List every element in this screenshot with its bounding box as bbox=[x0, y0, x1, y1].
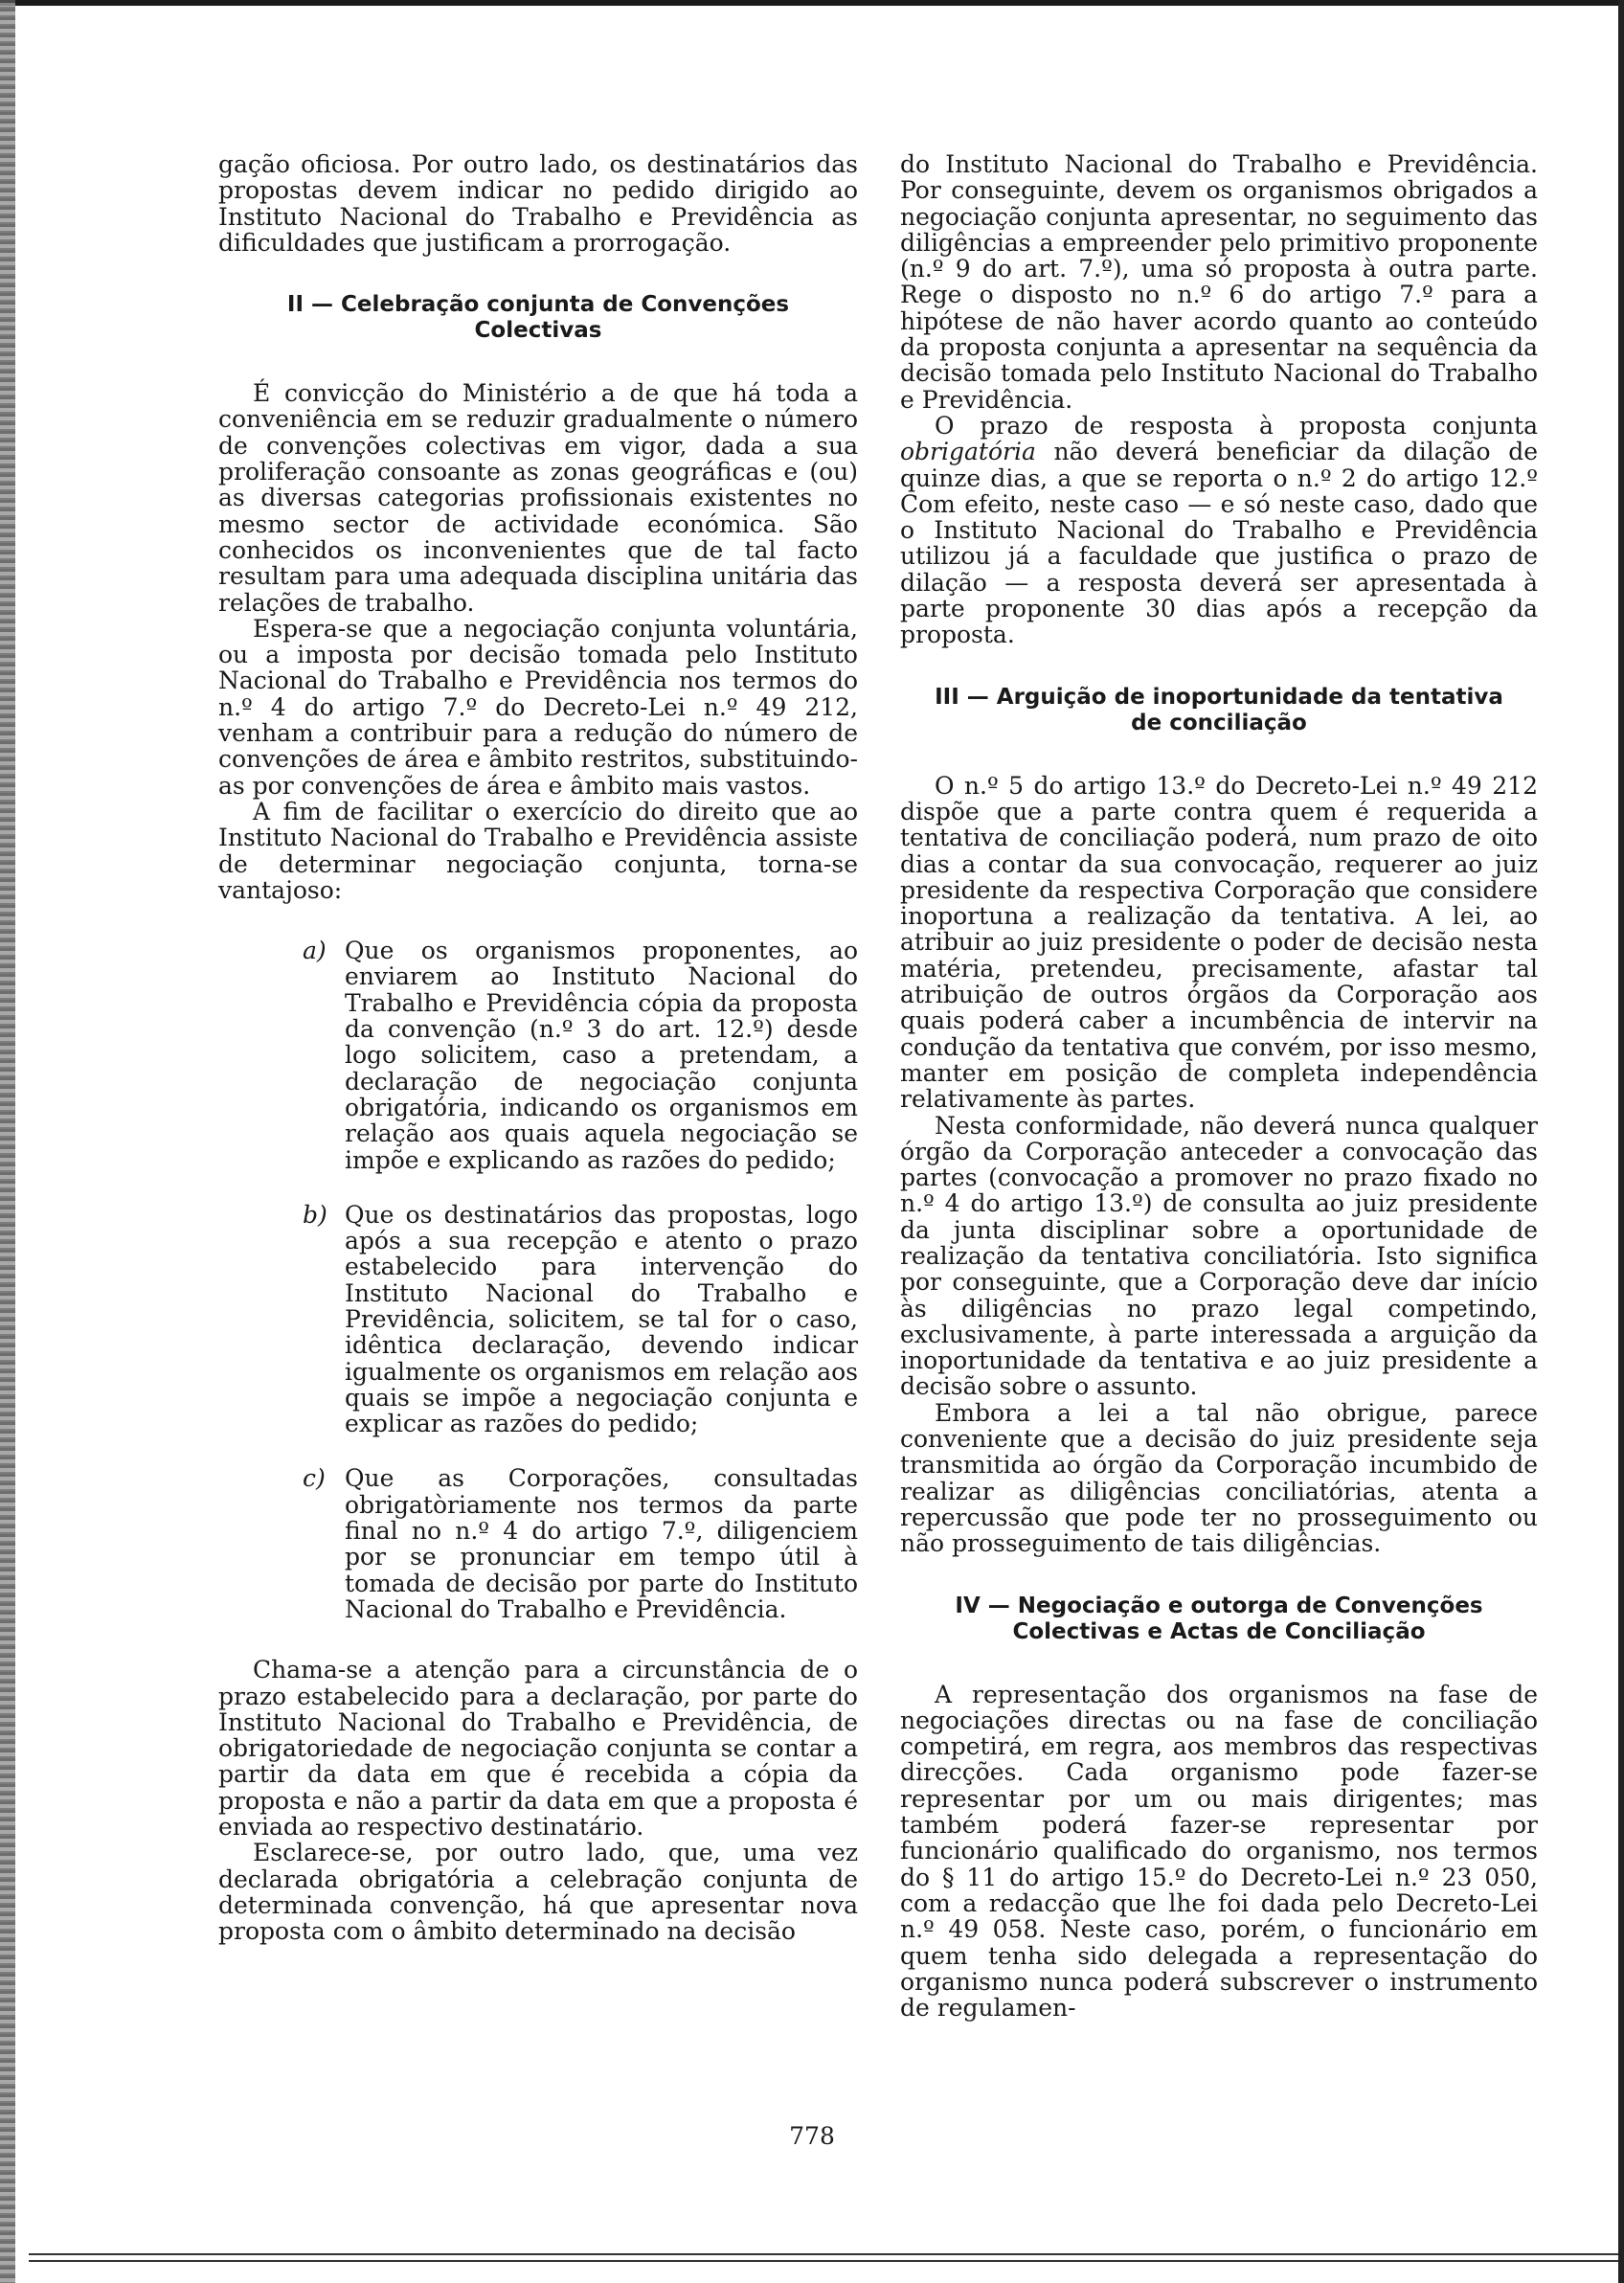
heading-line: III — Arguição de inoportunidade da tentativa bbox=[935, 684, 1503, 710]
paragraph: gação oficiosa. Por outro lado, os destinatários das propostas devem indicar no pedido dirigido ao Instituto Nacional do Trabalho e Previdência as dificuldades que justificam a prorrogação. bbox=[218, 150, 858, 257]
right-column bbox=[900, 151, 1538, 2021]
heading-line: IV — Negociação e outorga de Convenções bbox=[955, 1593, 1483, 1618]
heading-line: II — Celebração conjunta de Convenções bbox=[286, 292, 790, 318]
scan-edge-bottom bbox=[29, 2253, 1618, 2262]
list-marker: c) bbox=[303, 1464, 326, 1493]
paragraph: Esclarece-se, por outro lado, que, uma vez declarada obrigatória a celebração conjunta de determinada convenção, há que apresentar nova proposta com o âmbito determinado na decisão bbox=[218, 1839, 858, 1946]
text-run: não deverá beneficiar da dilação de quinze dias, a que se reporta o n.º 2 do artigo 12.º Com efeito, neste caso — e só neste caso, dado que o Instituto Nacional do Trabalho e Previdência utilizou já a faculdade que justifica o prazo de dilação — a resposta deverá ser apresentada à parte proponente 30 dias após a recepção da proposta. bbox=[900, 438, 1538, 649]
section-heading-iii bbox=[900, 685, 1538, 736]
paragraph: A representação dos organismos na fase de negociações directas ou na fase de conciliação competirá, em regra, aos membros das respectivas direcções. Cada organismo pode fazer-se representar por um ou mais dirigentes; mas também poderá fazer-se representar por funcionário qualificado do organismo, nos termos do § 11 do artigo 15.º do Decreto-Lei n.º 23 050, com a redacção que lhe foi dada pelo Decreto-Lei n.º 49 058. Neste caso, porém, o funcionário em quem tenha sido delegada a representação do organismo nunca poderá subscrever o instrumento de regulamen- bbox=[900, 1680, 1538, 2023]
list-marker: b) bbox=[303, 1200, 327, 1229]
left-column bbox=[218, 151, 858, 1945]
paragraph: Nesta conformidade, não deverá nunca qualquer órgão da Corporação anteceder a convocação das partes (convocação a promover no prazo fixado no n.º 4 do artigo 13.º) de consulta ao juiz presidente da junta disciplinar sobre a oportunidade de realização da tentativa conciliatória. Isto significa por conseguinte, que a Corporação deve dar início às diligências no prazo legal competindo, exclusivamente, à parte interessada a arguição da inoportunidade da tentativa e ao juiz presidente a decisão sobre o assunto. bbox=[900, 1111, 1538, 1401]
page-number: 778 bbox=[789, 2122, 835, 2150]
paragraph: O n.º 5 do artigo 13.º do Decreto-Lei n.º 49 212 dispõe que a parte contra quem é requerida a tentativa de conciliação poderá, num prazo de oito dias a contar da sua convocação, requerer ao juiz presidente da respectiva Corporação que considere inoportuna a realização da tentativa. A lei, ao atribuir ao juiz presidente o poder de decisão nesta matéria, pretendeu, precisamente, afastar tal atribuição de outros órgãos da Corporação aos quais poderá caber a incumbência de intervir na condução da tentativa que convém, por isso mesmo, manter em posição de completa independência relativamente às partes. bbox=[900, 771, 1538, 1114]
heading-line: Colectivas bbox=[474, 318, 602, 344]
list-item bbox=[276, 938, 858, 1173]
text-run: O prazo de resposta à proposta conjunta bbox=[935, 411, 1538, 440]
enumerated-list bbox=[218, 938, 858, 1622]
heading-line: de conciliação bbox=[1131, 710, 1307, 735]
scan-edge-top bbox=[0, 0, 1624, 13]
list-item-text: Que as Corporações, consultadas obrigatòriamente nos termos da parte final no n.º 4 do artigo 7.º, diligenciem por se pronunciar em tempo útil à tomada de decisão por parte do Instituto Nacional do Trabalho e Previdência. bbox=[345, 1464, 858, 1623]
paragraph: É convicção do Ministério a de que há toda a conveniência em se reduzir gradualmente o número de convenções colectivas em vigor, dada a sua proliferação consoante as zonas geográficas e (ou) as diversas categorias profissionais existentes no mesmo sector de actividade económica. São conhecidos os inconvenientes que de tal facto resultam para uma adequada disciplina unitária das relações de trabalho. bbox=[218, 379, 858, 617]
paragraph: do Instituto Nacional do Trabalho e Previdência. Por conseguinte, devem os organismos obrigados a negociação conjunta apresentar, no seguimento das diligências a empreender pelo primitivo proponente (n.º 9 do art. 7.º), uma só proposta à outra parte. Rege o disposto no n.º 6 do artigo 7.º para a hipótese de não haver acordo quanto ao conteúdo da proposta conjunta a apresentar na sequência da decisão tomada pelo Instituto Nacional do Trabalho e Previdência. bbox=[900, 150, 1538, 414]
paragraph: Embora a lei a tal não obrigue, parece conveniente que a decisão do juiz presidente seja transmitida ao órgão da Corporação incumbido de realizar as diligências conciliatórias, atenta a repercussão que pode ter no prosseguimento ou não prosseguimento de tais diligências. bbox=[900, 1398, 1538, 1558]
paragraph: Espera-se que a negociação conjunta voluntária, ou a imposta por decisão tomada pelo Instituto Nacional do Trabalho e Previdência nos termos do n.º 4 do artigo 7.º do Decreto-Lei n.º 49 212, venham a contribuir para a redução do número de convenções de área e âmbito restritos, substituindo-as por convenções de área e âmbito mais vastos. bbox=[218, 614, 858, 800]
list-item bbox=[276, 1202, 858, 1437]
section-heading-ii bbox=[218, 292, 858, 344]
emphasis-text: obrigatória bbox=[900, 438, 1036, 466]
list-item-text: Que os destinatários das propostas, logo após a sua recepção e atento o prazo estabelecido para intervenção do Instituto Nacional do Trabalho e Previdência, solicitem, se tal for o caso, idêntica declaração, devendo indicar igualmente os organismos em relação aos quais se impõe a negociação conjunta e explicar as razões do pedido; bbox=[345, 1200, 858, 1438]
list-item bbox=[276, 1465, 858, 1622]
scan-edge-left bbox=[0, 0, 15, 2283]
list-item-text: Que os organismos proponentes, ao enviarem ao Instituto Nacional do Trabalho e Previdência cópia da proposta da convenção (n.º 3 do art. 12.º) desde logo solicitem, caso a pretendam, a declaração de negociação conjunta obrigatória, indicando os organismos em relação aos quais aquela negociação se impõe e explicando as razões do pedido; bbox=[345, 937, 858, 1174]
paragraph: Chama-se a atenção para a circunstância de o prazo estabelecido para a declaração, por parte do Instituto Nacional do Trabalho e Previdência, de obrigatoriedade de negociação conjunta se contar a partir da data em que é recebida a cópia da proposta e não a partir da data em que a proposta é enviada ao respectivo destinatário. bbox=[218, 1656, 858, 1842]
heading-line: Colectivas e Actas de Conciliação bbox=[1012, 1618, 1426, 1644]
scan-edge-right bbox=[1618, 0, 1624, 2283]
paragraph bbox=[900, 413, 1538, 648]
list-marker: a) bbox=[303, 937, 327, 965]
section-heading-iv bbox=[900, 1594, 1538, 1645]
paragraph: A fim de facilitar o exercício do direito que ao Instituto Nacional do Trabalho e Previdência assiste de determinar negociação conjunta, torna-se vantajoso: bbox=[218, 797, 858, 904]
